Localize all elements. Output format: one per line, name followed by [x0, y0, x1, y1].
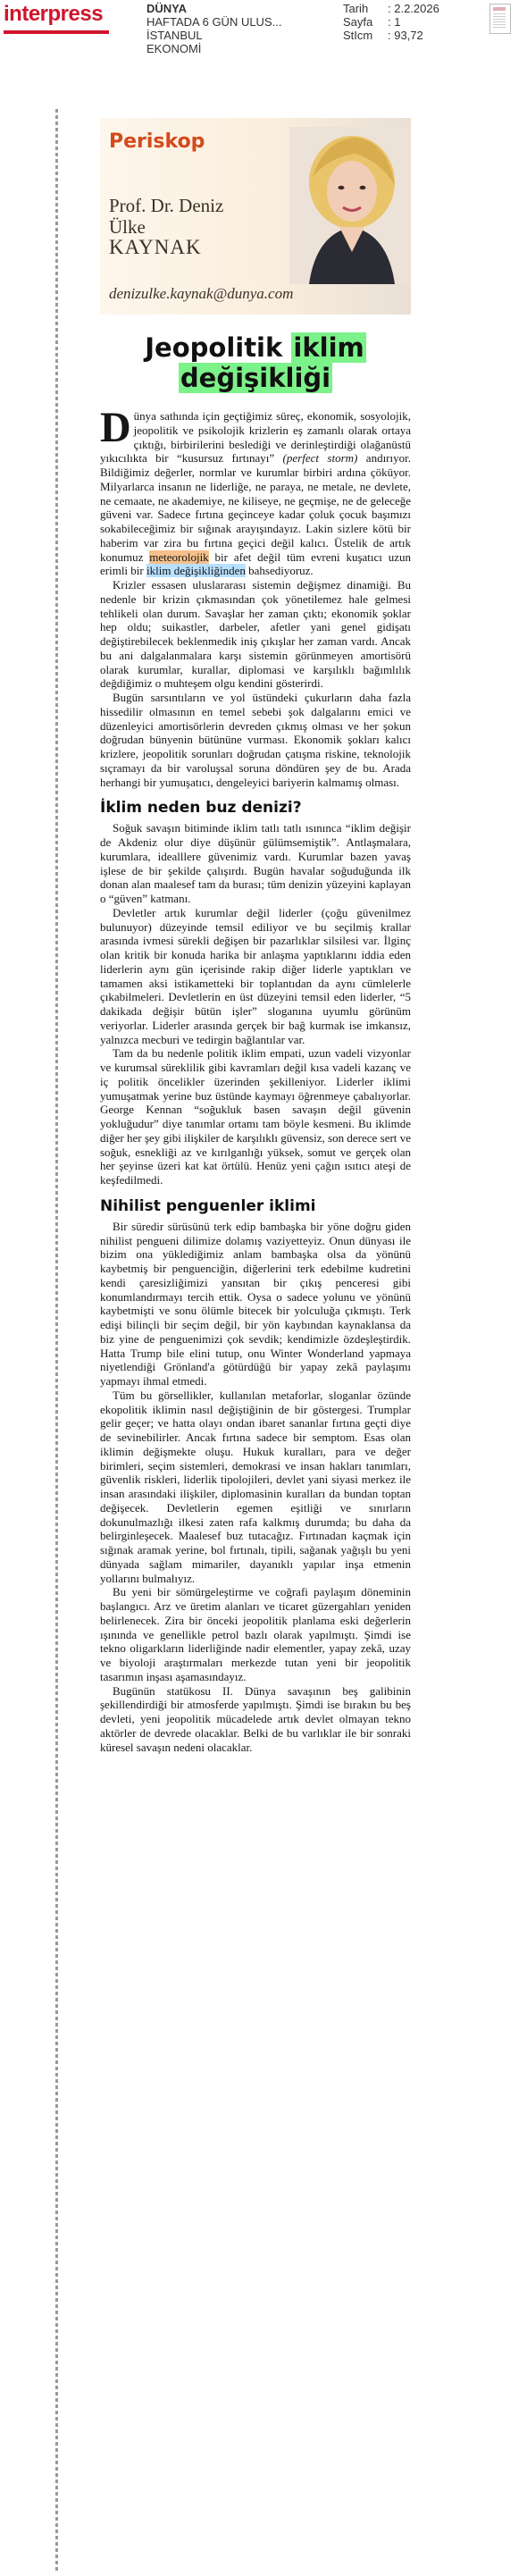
author-email: denizulke.kaynak@dunya.com [109, 285, 294, 302]
paragraph-1: Dünya sathında için geçtiğimiz süreç, ekonomik, sosyolojik, jeopolitik ve psikolojik krizlerin eş zamanlı olarak ortaya çıktığı, birbirilerini beslediği ve derinleştirdiği olağanüstü yıkıcılıkta bir “kusursuz fırtınayı” (perfect storm) andırıyor. Bildiğimiz değerler, normlar ve kurumlar birbiri ardına çöküyor. Milyarlarca insanın ne liderliğe, ne paraya, ne metale, ne devlete, ne cemaate, ne akademiye, ne kiliseye, ne geçmişe, ne de geleceğe güveni var. Sadece fırtına geçinceye kadar çoluk çocuk başımızı sokabileceğimiz bir sığınak arayışındayız. Lakin sizlere kötü bir haberim var zira bu fırtına geçici değil kalıcı. Üstelik de artık konumuz meteorolojik bir afet değil tüm evreni kuşatıcı uzun erimli bir iklim değişikliğinden bahsediyoruz. [100, 404, 412, 578]
article-body [100, 404, 412, 1754]
clip-cut-line [55, 109, 58, 2571]
publication-info [146, 2, 281, 55]
paragraph-5: Devletler artık kurumlar değil liderler (çoğu güvenilmez bulunuyor) düzeyinde temsil ediliyor ve bu seçilmiş krallar arasında ivmesi sürekli değişen bir pazarlıklar silsilesi var. İlginç olan kritik bir konuda harika bir anlaşma yaptıklarını iddia eden liderlerin aynı gün içerisinde rakip diğer liderle yaptıkları ve tamamen aksi istikametteki bir toplantıdan da aynı cümlelerle çıkabilmeleri. Devletlerin en üst düzeyini temsil eden liderler, “5 dakikada değişir bütün işler” sloganına uyumlu görünüm veriyorlar. Liderler arasında gerçek bir bağ kurmak ise imkansız, yalnızca mecburi ve tedirgin bağlantılar var. [100, 905, 411, 1046]
headline-highlight-2: değişikliği [180, 363, 331, 393]
highlight-meteorolojik: meteorolojik [149, 550, 209, 564]
highlight-iklim-degisikligi: iklim değişikliğinden [146, 564, 246, 578]
column-banner [100, 118, 411, 315]
paragraph-7: Bir süredir sürüsünü terk edip bambaşka bir yöne doğru giden nihilist pengueni dilimize dolamış vaziyetteyiz. Onun dünyası ile bizim ona yüklediğimiz anlam bambaşka olsa da yönünü kaybetmiş bir penguenciğin, diğerlerini terk edebilme kudretini kendi çaresizliğimizi yansıtan bir çıkış penceresi gibi konumlandırmayı tercih ettik. Oysa o sadece yolunu ve yönünü kaybetmişti ve sonu ölümle bitecek bir yolculuğa çıkmıştı. Terk edişi bilinçli bir seçim değil, bir yön kaybından kaynaklansa da biz yine de penguenimizi çok sevdik; kendimizle özdeşleştirdik. Hatta Trump bile elini tutup, onu Winter Wonderland yapmaya niyetlendiği Grönland'a götürdüğü bir yapay zekâ paylaşımı yapmayı ihmal etmedi. [100, 1219, 411, 1388]
publication-section: EKONOMİ [146, 42, 202, 55]
author-name-line1: Prof. Dr. Deniz [109, 195, 224, 216]
clipping-header [0, 0, 527, 63]
headline-word-1: Jeopolitik [145, 332, 283, 363]
logo-underline [4, 30, 109, 34]
column-rubric: Periskop [109, 130, 205, 153]
author-surname: KAYNAK [109, 236, 202, 258]
paragraph-2: Krizler essasen uluslararası sistemin değişmez dinamiği. Bu nedenle bir krizin çıkmasından çok yönetilemez hale gelmesi tehlikeli olan durum. Savaşlar her zaman çıktı; ekonomik şoklar hep oldu; suikastler, darbeler, afetler yani genel gidişatı değiştirebilecek beklenmedik iniş çıkışlar her zaman vardı. Ancak bu ani dalgalanmalara karşı sistemin görünmeyen amortisörü olarak kurumlar, kurallar, diplomasi ve karşılıklı bağımlılık değdiğimiz o muhteşem olgu kendini gösterirdi. [100, 578, 411, 691]
paragraph-10: Bugünün statükosu II. Dünya savaşının beş galibinin şekillendirdiği bir atmosferde yapılmıştı. Şimdi ise bırakın bu beş devleti, yeni jeopolitik mücadelede artık devlet olmayan tekno aktörler de devrede olacaklar. Belki de bu varlıklar ile bir sonraki küresel savaşın nedeni olacaklar. [100, 1683, 411, 1754]
paragraph-4: Soğuk savaşın bitiminde iklim tatlı tatlı ısınınca “iklim değişir de Akdeniz olur diye düşünür gülümsemiştik”. Antlaşmalara, kurumlara, idealllere güvenimiz vardı. Kurumlar bazen yavaş işlese de bir şekilde çalışırdı. Bugün havalar soğuduğunda ilk donan alan maalesef tam da burası; tüm denizin yüzeyini kaplayan o “güven” katmanı. [100, 821, 411, 905]
page-label: Sayfa [343, 15, 373, 29]
subheading-1: İklim neden buz denizi? [100, 799, 302, 818]
publication-city: İSTANBUL [146, 29, 203, 42]
page-value: 1 [394, 15, 401, 29]
author-portrait [289, 127, 411, 284]
paragraph-8: Tüm bu görsellikler, kullanılan metaforlar, sloganlar özünde ekopolitik iklimin nasıl değiştiğinin de bir göstergesi. Trumplar gelir geçer; ve hatta olayı ondan ibaret sananlar fırtına geçti diye de sevinebilirler. Ancak fırtına sadece bir semptom. Esas olan iklimin değişmekte oluşu. Hukuk kuralları, para ve değer birimleri, seçim sistemleri, demokrasi ve insan hakları tanımları, güvenlik riskleri, liderlik tipolojileri, devlet yani siyasi merkez ile insan arasındaki ilişkiler, diplomasinin kuralları da bundan toptan değişecek. Devletlerin egemen eşitliği ve sınırların dokunulmazlığı ilkesi zaten rafa kalkmış durumda; bu daha da belirginleşecek. Maalesef buz tutacağız. Fırtınadan kaçmak için sığınak aramak yerine, bol fırtınalı, tipili, sağanak yağışlı bu yeni dünyada sağlam mimariler, dayanıklı yapılar inşa etmenin yollarını bulmalıyız. [100, 1388, 411, 1585]
area-label: StIcm [343, 29, 373, 42]
publication-name: DÜNYA [146, 2, 188, 15]
interpress-logo: interpress [4, 2, 104, 26]
paragraph-9: Bu yeni bir sömürgeleştirme ve coğrafi paylaşım döneminin başlangıcı. Arz ve üretim alanları ve ticaret güzergahları yeniden belirlenecek. Zira bir önceki jeopolitik planlama eski değerlerin ışınında ve genellikle petrol bazlı olarak yapılmıştı. Şimdi ise tekno oligarkların liderliğinde nadir elementler, yapay zekâ, uzay ve biyoloji araştırmaları merkezde tutan yeni bir jeopolitik tasarımın inşası aşamasındayız. [100, 1585, 411, 1683]
paragraph-3: Bugün sarsıntıların ve yol üstündeki çukurların daha fazla hissedilir olmasının en temel sebebi şok dalgalarını emici ve düzenleyici amortisörlerin devreden çıkmış olması ve her şokun doğrudan bünyenin bütününe vurması. Ekonomik şokları kalıcı krizlere, jeopolitik sorunları doğrudan çatışma riskine, teknolojik sıçramayı da bir varoluşsal soruna döndüren şey de bu. Arada herhangi bir yumuşatıcı, dengeleyici bariyerin kalmamış olması. [100, 691, 411, 789]
date-label: Tarih [343, 2, 369, 15]
area-value: 93,72 [394, 29, 423, 42]
publication-edition: HAFTADA 6 GÜN ULUS... [146, 15, 282, 29]
date-value: 2.2.2026 [394, 2, 439, 15]
paragraph-6: Tam da bu nedenle politik iklim empati, uzun vadeli vizyonlar ve kurumsal süreklilik gibi kavramları değil kısa vadeli kazanç ve iç politik öncelikler üzerinden şekilleniyor. Liderler iklimi yumuşatmak yerine buz üstünde kaymayı öğrenmeye çabalıyorlar. George Kennan “soğukluk basen savaşın değil güvenin yokluğudur” diye tanımlar ortamı tam böyle kesmeni. Bu iklimde diğer her şey gibi ilişkiler de karşılıklı güvensiz, son derece sert ve soğuk, esnekliği az ve kırılganlığı yüksek, somut ve gerçek olan her şeyinse üzeri kat kat örtülü. Henüz yeni çağın ısıtıcı ateşi de keşfedilmedi. [100, 1046, 411, 1187]
headline-highlight-1: iklim [293, 332, 364, 363]
author-name-line2: Ülke [109, 216, 146, 238]
author-name [109, 195, 223, 238]
article-clipping [64, 109, 427, 2571]
page-thumbnail[interactable] [489, 4, 511, 34]
subheading-2: Nihilist penguenler iklimi [100, 1196, 316, 1215]
clipping-meta: Tarih : 2.2.2026 Sayfa : 1 StIcm : 93,72 [343, 2, 439, 42]
article-headline [100, 332, 411, 393]
